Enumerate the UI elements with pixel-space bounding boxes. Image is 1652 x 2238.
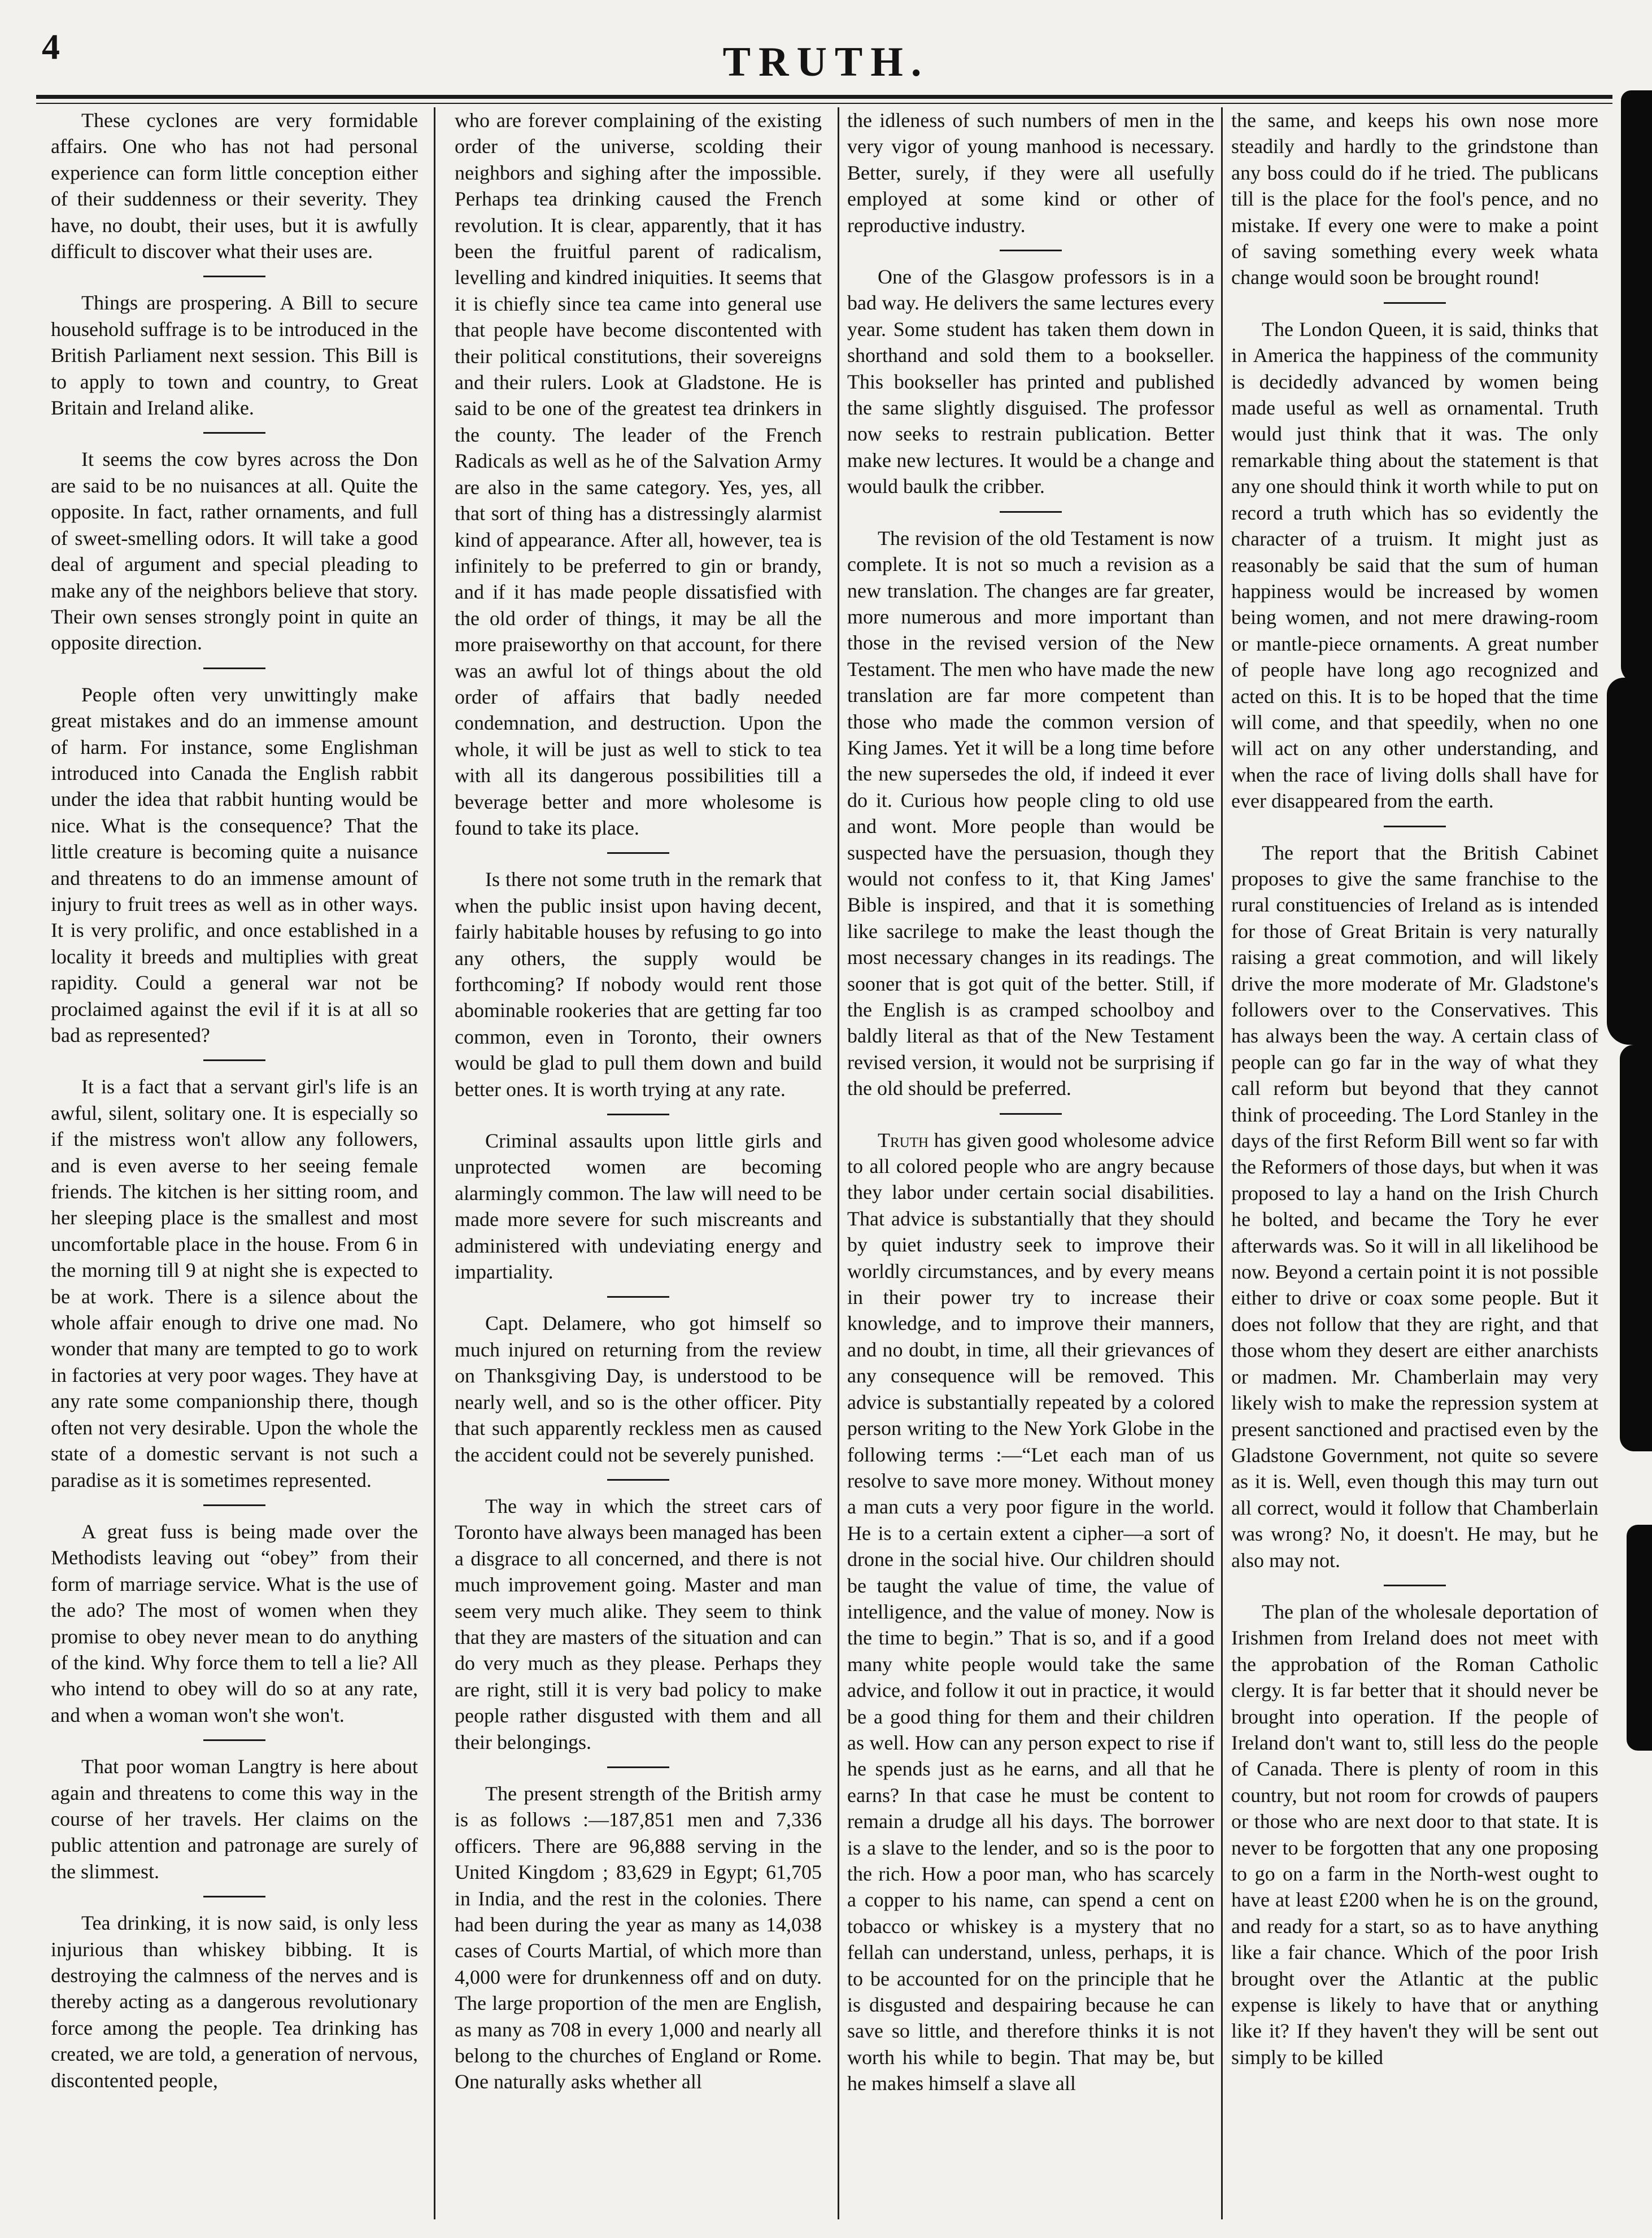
torn-edge-3 <box>1620 1045 1652 1451</box>
article-separator <box>203 1504 265 1506</box>
article-text: One of the Glasgow professors is in a bad way. He delivers the same lectures every year. Some student has taken them down in shorthand and sold them to a bookseller. This bookseller has printed and published the same slightly disguised. The professor now seeks to restrain publication. Better make new lectures. It would be a change and would baulk the cribber. <box>847 265 1214 498</box>
article-text: A great fuss is being made over the Methodists leaving out “obey” from their form of marriage service. What is the use of the ado? The most of women when they promise to obey never mean to do anything of the kind. Why force them to tell a lie? All who intend to obey will do so at any rate, and when a woman won't she won't. <box>51 1520 418 1726</box>
column-4 <box>1231 107 1598 2219</box>
article-text: The report that the British Cabinet proposes to give the same franchise to the rural constituencies of Ireland as is intended for those of Great Britain is very naturally raising a great commotion, and will likely drive the more moderate of Mr. Gladstone's followers over to the Conservatives. This has always been the way. A certain class of people can go far in the way of what they call reform but beyond that they cannot think of proceeding. The Lord Stanley in the days of the first Reform Bill went so far with the Reformers of those days, but when it was proposed to lay a hand on the Irish Church he bolted, and became the Tory he ever afterwards was. So it will in all likelihood be now. Beyond a certain point it is not possible either to drive or coax some people. But it does not follow that they are right, and that those whom they desert are either anarchists or madmen. Mr. Chamberlain may very likely wish to make the repression system at present sanctioned and practised even by the Gladstone Government, not quite so severe as it is. Well, even though this may turn out all correct, would it follow that Chamberlain was wrong? No, it doesn't. He may, but he also may not. <box>1231 841 1598 1572</box>
article-text: the idleness of such numbers of men in the very vigor of young manhood is necessary. Better, surely, if they were all usefully employed at some kind or other of reproductive industry. <box>847 109 1214 237</box>
torn-edge-2 <box>1607 678 1652 1045</box>
article-paragraph <box>1231 840 1598 1573</box>
article-paragraph <box>847 1127 1214 2097</box>
article-text: These cyclones are very formidable affairs. One who has not had personal experience can form little conception either of their suddenness or their severity. They have, no doubt, their uses, but it is awfully difficult to discover what their uses are. <box>51 109 418 263</box>
article-paragraph <box>51 290 418 421</box>
article-separator <box>1384 302 1446 304</box>
article-text: Things are prospering. A Bill to secure household suffrage is to be introduced in the British Parliament next session. This Bill is to apply to town and country, to Great Britain and Ireland alike. <box>51 291 418 420</box>
torn-edge-1 <box>1621 90 1652 683</box>
article-paragraph <box>847 525 1214 1102</box>
article-separator <box>1384 826 1446 827</box>
article-paragraph <box>455 107 822 841</box>
column-1 <box>51 107 418 2219</box>
article-text: Criminal assaults upon little girls and unprotected women are becoming alarmingly common. The law will need to be made more severe for such miscreants and administered with undeviating energy and impartiality. <box>455 1129 822 1284</box>
article-paragraph <box>51 682 418 1049</box>
masthead-rule-thin <box>36 103 1612 104</box>
article-separator <box>1384 1585 1446 1586</box>
article-paragraph <box>455 866 822 1102</box>
article-paragraph <box>51 1910 418 2093</box>
article-text: The London Queen, it is said, thinks that in America the happiness of the community is decidedly advanced by women being made useful as well as ornamental. Truth would just think that it was. The only remarkable thing about the statement is that any one should think it worth while to put on record a truth which has so evidently the character of a truism. It might just as reasonably be said that the sum of human happiness would be increased by women being women, and not mere drawing-room or mantle-piece ornaments. A great number of people have long ago recognized and acted on this. It is to be hoped that the time will come, and that speedily, when no one will act on any other understanding, and when the race of living dolls shall have for ever disappeared from the earth. <box>1231 317 1598 813</box>
article-separator <box>1000 511 1062 513</box>
article-text: The plan of the wholesale deportation of Irishmen from Ireland does not meet with the approbation of the Roman Catholic clergy. It is far better that it should never be brought into operation. If the people of Ireland don't want to, still less do the people of Canada. There is plenty of room in this country, but not room for crowds of paupers or those who are next door to that state. It is never to be forgotten that any one proposing to go on a farm in the North-west ought to have at least £200 when he is on the ground, and ready for a start, so as to have anything like a fair chance. Which of the poor Irish brought over the Atlantic at the public expense is likely to have that or anything like it? If they haven't they will be sent out simply to be killed <box>1231 1600 1598 2069</box>
article-paragraph <box>51 1074 418 1493</box>
article-paragraph <box>455 1128 822 1285</box>
torn-edge-4 <box>1627 1525 1652 1751</box>
masthead-title: TRUTH. <box>722 39 930 85</box>
column-divider-2 <box>838 107 839 2219</box>
article-separator <box>607 1479 669 1481</box>
article-text: has given good wholesome advice to all colored people who are angry because they labor under certain social disabilities. That advice is substantially that they should by quiet industry seek to improve their worldly circumstances, and by every means in their power try to increase their knowledge, and to improve their manners, and no doubt, in time, all their grievances of any consequence will be removed. This advice is substantially repeated by a colored person writing to the New York Globe in the following terms :—“Let each man of us resolve to save more money. Without money a man cuts a very poor figure in the world. He is to a certain extent a cipher—a sort of drone in the social hive. Our children should be taught the value of time, the value of intelligence, and the value of money. Now is the time to begin.” That is so, and if a good many white people would take the same advice, and follow it out in practice, it would be a good thing for them and their children as well. How can any person expect to rise if he spends just as he earns, and all that he earns? In that case he must be content to remain a drudge all his days. The borrower is a slave to the lender, and so is the poor to the rich. How a poor man, who has scarcely a copper to his name, can spend a cent on tobacco or whiskey is a mystery that no fellah can understand, unless, perhaps, it is to be accounted for on the principle that he is disgusted and despairing because he can save so little, and therefore thinks it is not worth his while to begin. That may be, but he makes himself a slave all <box>847 1128 1214 2095</box>
article-separator <box>203 1059 265 1061</box>
article-paragraph <box>51 1753 418 1884</box>
article-text: who are forever complaining of the existing order of the universe, scolding their neighbors and sighing after the impossible. Perhaps tea drinking caused the French revolution. It is clear, apparently, that it has been the fruitful parent of radicalism, levelling and kindred iniquities. It seems that it is chiefly since tea came into general use that people have become discontented with their political constitutions, their sovereigns and their rulers. Look at Gladstone. He is said to be one of the greatest tea drinkers in the county. The leader of the French Radicals as well as he of the Salvation Army are also in the same category. Yes, yes, all that sort of thing has a distressingly alarmist kind of appearance. After all, however, tea is infinitely to be preferred to gin or brandy, and if it has made people dissatisfied with the old order of things, it may be all the more praiseworthy on that account, for there was an awful lot of things about the old order of affairs that badly needed condemnation, and destruction. Upon the whole, it will be just as well to stick to tea with all its dangerous possibilities till a beverage better and more wholesome is found to take its place. <box>455 109 822 839</box>
article-separator <box>1000 1113 1062 1115</box>
article-separator <box>203 1896 265 1897</box>
article-paragraph <box>455 1310 822 1467</box>
masthead-rule-thick <box>36 95 1612 99</box>
article-paragraph <box>51 107 418 264</box>
column-2 <box>455 107 822 2219</box>
article-separator <box>607 852 669 854</box>
article-paragraph <box>455 1493 822 1755</box>
article-text: The present strength of the British army is as follows :—187,851 men and 7,336 officers. There are 96,888 serving in the United Kingdom ; 83,629 in Egypt; 61,705 in India, and the rest in the colonies. There had been during the year as many as 14,038 cases of Courts Martial, of which more than 4,000 were for drunkenness off and on duty. The large proportion of the men are English, as many as 708 in every 1,000 and nearly all belong to the churches of England or Rome. One naturally asks whether all <box>455 1782 822 2093</box>
article-separator <box>1000 250 1062 251</box>
column-divider-3 <box>1221 107 1223 2219</box>
column-3 <box>847 107 1214 2219</box>
article-paragraph <box>847 264 1214 500</box>
article-separator <box>203 276 265 277</box>
article-separator <box>607 1296 669 1298</box>
article-text: It seems the cow byres across the Don are said to be no nuisances at all. Quite the opposite. In fact, rather ornaments, and full of sweet-smelling odors. It will take a good deal of argument and special pleading to make any of the neighbors believe that story. Their own senses strongly point in quite an opposite direction. <box>51 448 418 655</box>
article-text: Capt. Delamere, who got himself so much injured on returning from the review on Thanksgiving Day, is understood to be nearly well, and so is the other officer. Pity that such apparently reckless men as caused the accident could not be severely punished. <box>455 1312 822 1466</box>
article-separator <box>203 1739 265 1741</box>
article-paragraph <box>1231 316 1598 814</box>
page-number: 4 <box>42 27 60 67</box>
column-divider-1 <box>434 107 435 2219</box>
article-text: The way in which the street cars of Toronto have always been managed has been a disgrace to all concerned, and there is not much improvement going. Master and man seem very much alike. They seem to think that they are masters of the situation and can do very much as they please. Perhaps they are right, still it is very bad policy to make people rather disgusted with them and all their belongings. <box>455 1494 822 1753</box>
article-paragraph <box>1231 1599 1598 2070</box>
article-text: Tea drinking, it is now said, is only less injurious than whiskey bibbing. It is destroying the calmness of the nerves and is thereby acting as a dangerous revolutionary force among the people. Tea drinking has created, we are told, a generation of nervous, discontented people, <box>51 1912 418 2092</box>
article-text: The revision of the old Testament is now complete. It is not so much a revision as a new translation. The changes are far greater, more numerous and more important than those in the revised version of the New Testament. The men who have made the new translation are far more competent than those who made the common version of King James. Yet it will be a long time before the new supersedes the old, if indeed it ever do it. Curious how people cling to old use and wont. More people than would be suspected have the persuasion, though they would not confess to it, that King James' Bible is inspired, and that it is something like sacrilege to make the least though the most necessary changes in its readings. The sooner that is got quit of the better. Still, if the English is as cramped schoolboy and baldly literal as that of the New Testament revised version, it would not be surprising if the old should be preferred. <box>847 526 1214 1100</box>
article-paragraph <box>847 107 1214 238</box>
article-paragraph <box>455 1781 822 2095</box>
article-separator <box>203 668 265 669</box>
article-separator <box>607 1114 669 1115</box>
article-paragraph <box>51 1519 418 1728</box>
article-text: People often very unwittingly make great mistakes and do an immense amount of harm. For instance, some Englishman introduced into Canada the English rabbit under the idea that rabbit hunting would be nice. What is the consequence? That the little creature is becoming quite a nuisance and threatens to do an immense amount of injury to fruit trees as well as in other ways. It is very prolific, and once established in a locality it breeds and multiplies with great rapidity. Could a general war not be proclaimed against the evil if it is at all so bad as represented? <box>51 683 418 1046</box>
article-text: That poor woman Langtry is here about again and threatens to come this way in the course of her travels. Her claims on the public attention and patronage are surely of the slimmest. <box>51 1755 418 1883</box>
article-separator <box>203 432 265 434</box>
article-paragraph <box>1231 107 1598 291</box>
article-text: Is there not some truth in the remark that when the public insist upon having decent, fairly habitable houses by refusing to go into any others, the supply would be forthcoming? If nobody would rent those abominable rookeries that are getting far too common, even in Toronto, their owners would be glad to pull them down and build better ones. It is worth trying at any rate. <box>455 868 822 1101</box>
article-paragraph <box>51 446 418 656</box>
article-text: the same, and keeps his own nose more steadily and hardly to the grindstone than any boss could do if he tried. The publicans till is the place for the fool's pence, and no mistake. If every one were to make a point of saving something every week whata change would soon be brought round! <box>1231 109 1598 289</box>
article-text: It is a fact that a servant girl's life is an awful, silent, solitary one. It is especially so if the mistress won't allow any followers, and is even averse to her seeing female friends. The kitchen is her sitting room, and her sleeping place is the smallest and most uncomfortable place in the house. From 6 in the morning till 9 at night she is expected to be at work. There is a silence about the whole affair enough to drive one mad. No wonder that many are tempted to go to work in factories at very poor wages. They have at any rate some companionship there, though often not very desirable. Upon the whole the state of a domestic servant is not such a paradise as it is sometimes represented. <box>51 1075 418 1491</box>
small-caps-lead: Truth <box>878 1128 929 1151</box>
article-separator <box>607 1766 669 1768</box>
